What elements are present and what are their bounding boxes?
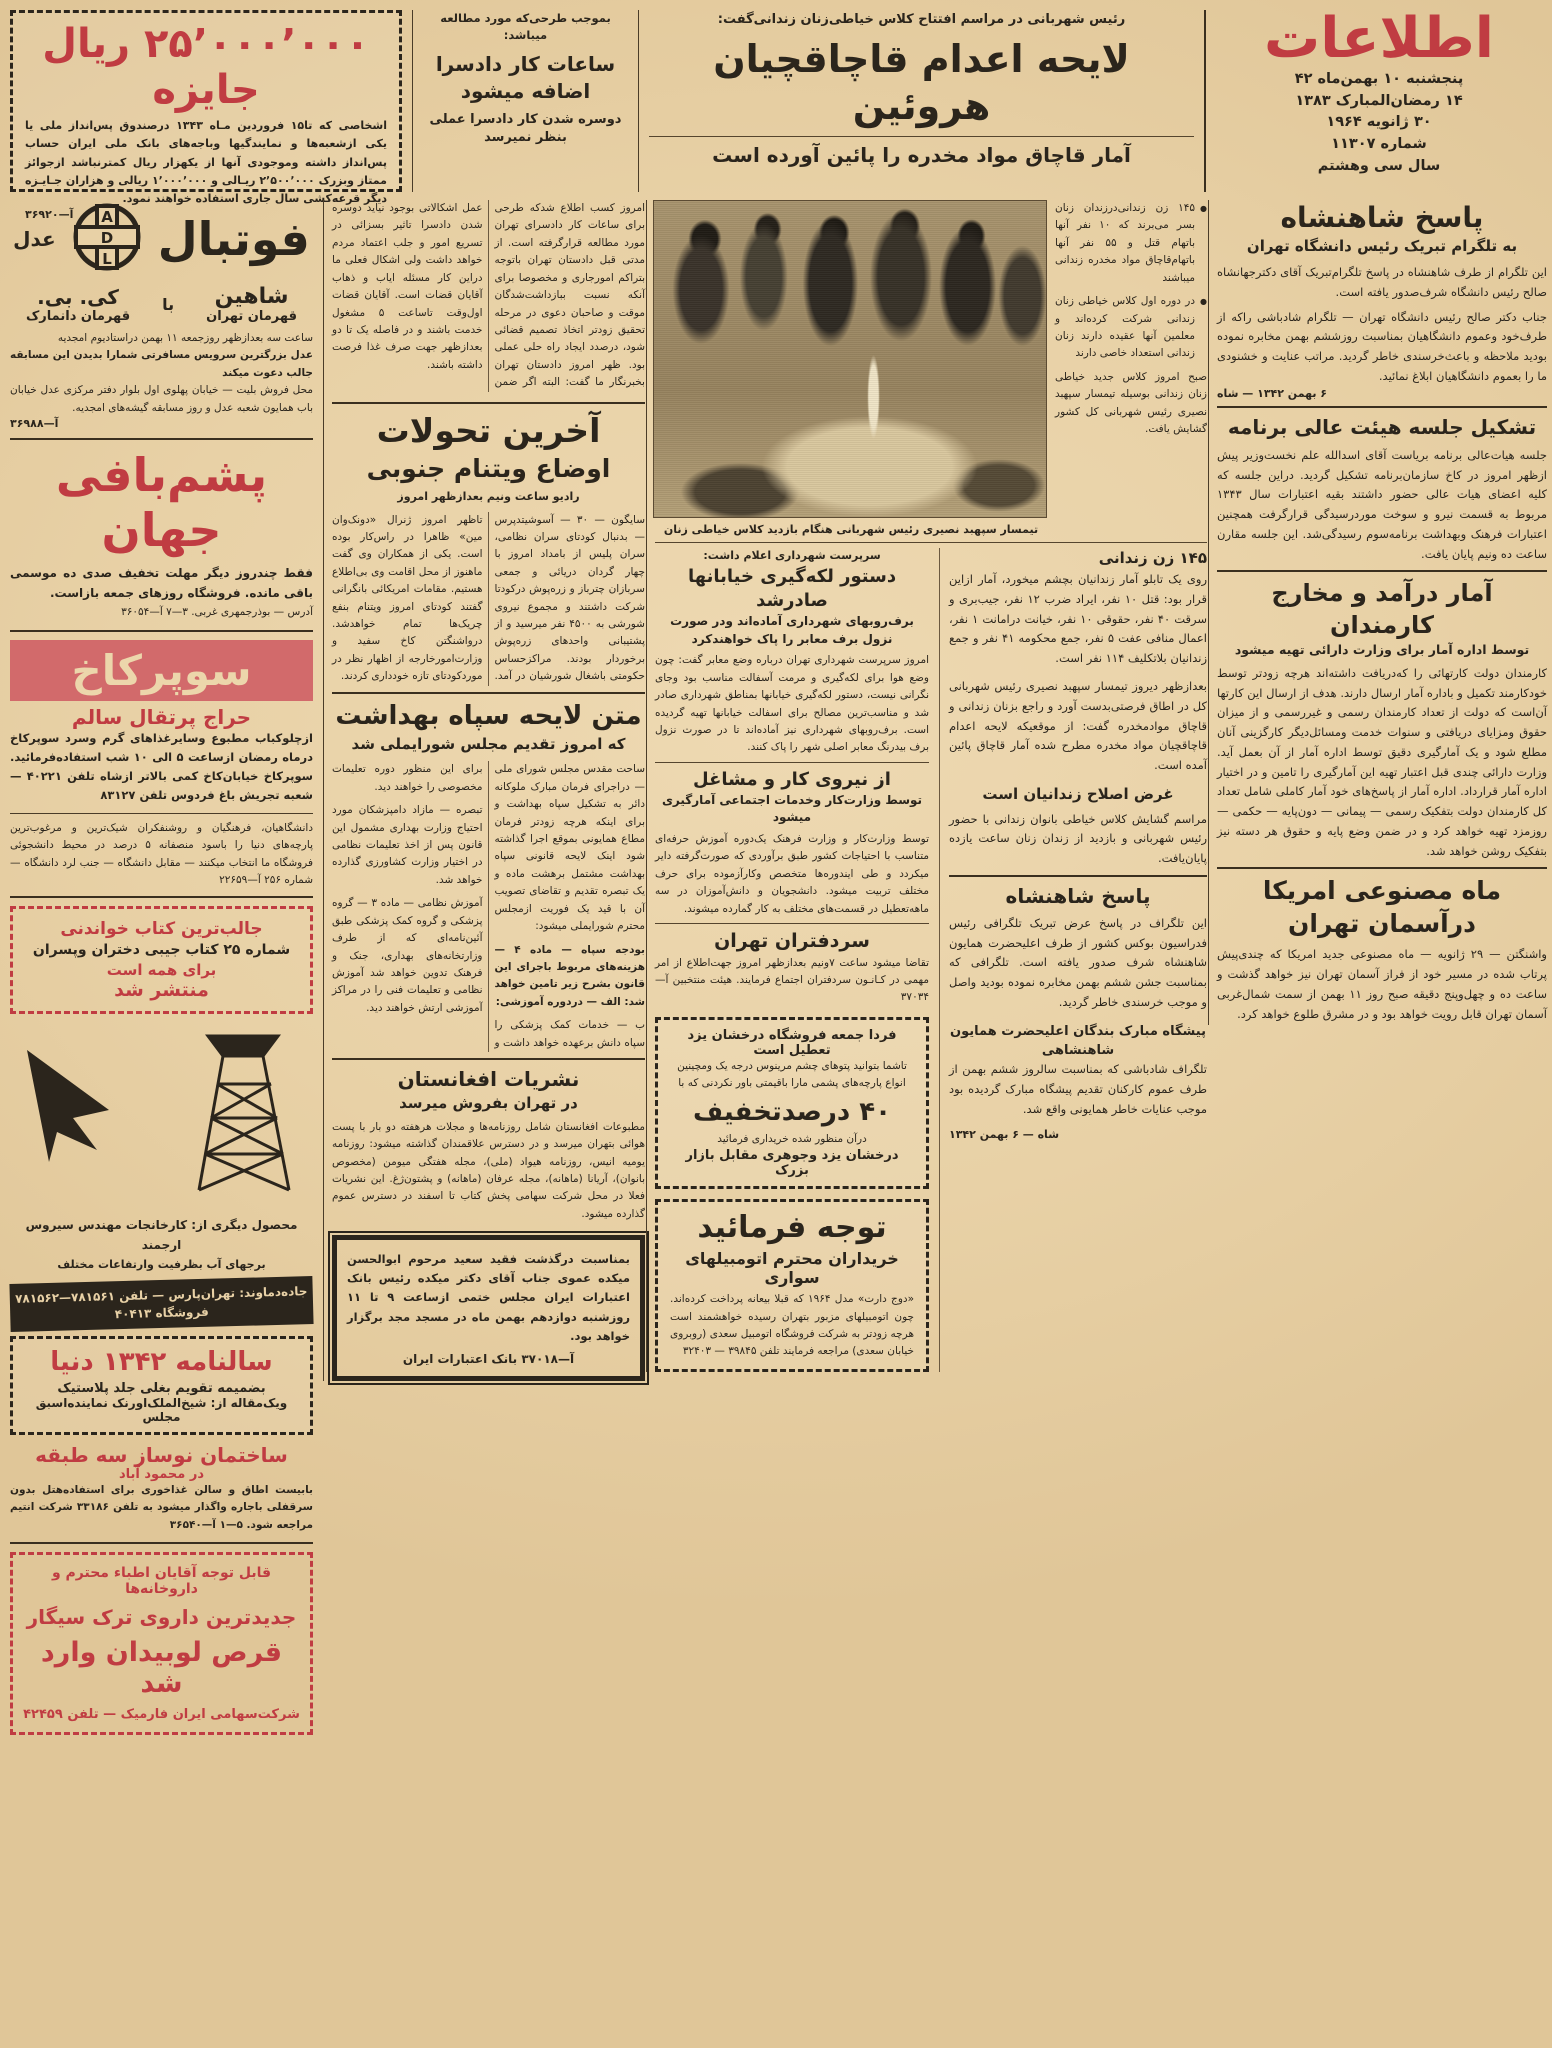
afghan-headline: نشریات افغانستان [397, 1067, 580, 1092]
date-line-persian: پنجشنبه ۱۰ بهمن‌ماه ۴۲ [1294, 70, 1464, 87]
vietnam-subhead: رادیو ساعت ونیم بعدازظهر امروز [397, 490, 580, 504]
salary-headline: آمار درآمد و مخارج کارمندان [1271, 579, 1493, 639]
photo-caption: تیمسار سپهبد نصیری رئیس شهربانی هنگام بازدید کلاس خیاطی زنان [663, 523, 1039, 536]
ad-football [10, 200, 313, 440]
date-line-gregorian: ۳۰ ژانویه ۱۹۶۴ [1326, 114, 1432, 131]
article-labor-census [655, 768, 929, 918]
notary-body: تقاضا میشود ساعت ۷ونیم بعدازظهر امروز جهت‌اطلاع از امر مهمی در کـانـون سردفتران اجتماع فرمایند. هیئت منتخبین آ—۳۷۰۳۴ [655, 956, 929, 1004]
yazd-line2: درخشان یزد وجوهری مقابل بازار بزرک [685, 1148, 899, 1179]
article-shah-reply-university [1217, 200, 1547, 400]
middle-column [323, 200, 645, 1381]
book-line1: جالب‌ترین کتاب خواندنی [60, 918, 263, 939]
article-plan-board [1217, 414, 1547, 565]
adl-brand-script: عدل [13, 227, 56, 251]
svg-text:D: D [100, 229, 113, 247]
superkakh-title: سوپرکاخ [10, 640, 313, 701]
publication-year: سال سی وهشتم [1317, 157, 1441, 174]
ad-tavajoh [655, 1199, 929, 1372]
tower-contact-bar: جاده‌دماوند: تهران‌پارس — تلفن ۷۸۱۵۶۱—۷۸۱۵۶۲ فروشگاه ۴۰۴۱۳ [9, 1276, 313, 1332]
ad-salname [10, 1336, 313, 1435]
book-line4: منتشر شد [114, 978, 209, 1001]
divider [1217, 867, 1547, 869]
ad-superkakh [10, 640, 313, 805]
sepah-subhead: که امروز تقدیم مجلس شورایملی شد [351, 734, 626, 753]
reply1-signature: ۶ بهمن ۱۳۴۲ — شاه [1217, 386, 1328, 400]
ad-unishop [10, 813, 313, 898]
lubidan-line2: جدیدترین داروی ترک سیگار [26, 1605, 297, 1630]
lubidan-line4: شرکت‌سهامی ایران فارمیک — تلفن ۴۲۴۵۹ [23, 1707, 300, 1723]
building-title: ساختمان نوساز سه طبقه [35, 1442, 288, 1467]
divider [949, 875, 1207, 877]
football-sign: آ—۳۶۹۸۸ [10, 417, 59, 431]
masthead [1204, 6, 1544, 192]
salary-body: کارمندان دولت کارتهائی را که‌دریافت داشته‌اند هرچه زودتر توسط خودکارمند تکمیل و باداره آمار ارسال دارند. هدف از ارسال این کارتها آن‌است که دولت از تعداد کارمندان رسمی و غیررسمی و از میزان حقوق ومزایای دریافتی و سنوات خدمت ومسائل‌دیگر کارگزینی آنان مطلع شود و یک آمارگیری دقیق توسط اداره آمار از آن بعمل آید. وزارت دارائی چندی قبل اعتبار تهیه این آمارگیری را تامین و در اختیار اداره آمار قرارداد. اداره آمار از پاسخ‌های خود آمار کاملی شامل تعداد کل کارمندان دولت بتفکیک رسمی — پیمانی — دون‌پایه — حکمی — روزمزد تهیه خواهد کرد و در ضمن وضع پایه و حقوق هر دسته نیز بتفکیک روشن خواهد شد. [1217, 665, 1547, 858]
vietnam-headline-2: اوضاع ویتنام جنوبی [366, 453, 611, 483]
team-home: شاهین قهرمان تهران [206, 284, 297, 324]
shah-signature: شاه — ۶ بهمن ۱۳۴۲ [949, 1127, 1060, 1141]
superkakh-body: ازچلوکباب مطبوع وسایرغذاهای گرم وسرد سوپرکاخ درماه رمضان ازساعت ۵ الی ۱۰ شب استفاده‌فرمائید. سوپرکاخ خیابان‌کاخ کمی بالاتر ازشاه تلفن ۴۰۲۲۱ — شعبه تجریش باغ فردوس تلفن ۸۳۱۲۷ [10, 730, 313, 802]
vietnam-body: سایگون — ۳۰ — آسوشیتدپرس — بدنبال کودتای سران نظامی، سران پلیس از بامداد امروز با چهار گردان دریائی و جمعی سربازان چترباز و زره‌پوش درکودتا شرکت داشتند و مجموع نیروی شورشی به ۴۵۰۰ نفر میرسید و از پشتیبانی واحدهای زره‌پوش برخوردار بودند. مراکزحساس حکومتی باشغال شورشیان در آمد. تاظهر امروز ژنرال «دونک‌وان مین» ظاهرا در راس‌کار بوده است. یکی از همکاران وی گفت ماهنوز از محل اقامت وی بی‌اطلاع هستیم. مقامات امریکائی بانگرانی گفتند کودتای امروز ویتنام بنفع چریک‌ها تمام خواهدشد. درواشنگتن کاخ سفید و وزارت‌امورخارجه از اظهار نظر در موردکودتای تازه خودداری کردند. [332, 513, 645, 683]
lakegiri-subhead: برف‌روبهای شهرداری آماده‌اند ودر صورت نزول برف معابر را پاک خواهندکرد [670, 614, 914, 646]
afghan-body: مطبوعات افغانستان شامل روزنامه‌ها و مجلات هرهفته دو بار با پست هوائی بتهران میرسد و در دسترس علاقمندان گذاشته میشود: روزنامه یومیه انیس، روزنامه هیواد (ملی)، مجله هفتگی میومن (مخصوص بانوان)، آریانا (ماهانه)، مجله عرفان (ماهانه) و پشتون‌ژغ. این نشریات فعلا در محل شرکت سهامی پخش کتاب تا اسفند در دسترس عموم گذارده میشود. [332, 1120, 645, 1220]
lubidan-line3: قرص لوبیدان وارد شد [40, 1637, 283, 1700]
building-body: بابیست اطاق و سالن غذاخوری برای استفاده‌هتل بدون سرقفلی باجاره واگذار میشود به تلفن ۳۳۱۸۶ شرکت انتیم مراجعه شود. ۵—۱ آ—۳۶۵۴۰ [10, 1483, 313, 1531]
lead-more: بعدازظهر دیروز تیمسار سپهبد نصیری رئیس شهربانی کل در اطاق فرصتی‌بدست آورد و راجع بزنان زندانی و قاچاق موادمخدره گفت: از موقعیکه لایحه اعدام قاچاقچیان مواد مخدره مطرح شده آمار قاچاق پائین آمده است. [949, 678, 1207, 773]
superkakh-subtitle: حراج پرتقال سالم [71, 704, 252, 729]
sepah-body: ساحت مقدس مجلس شورای ملی — دراجرای فرمان مبارک ملوکانه دائر به تشکیل سپاه بهداشت و برای اینکه هرچه زودتر فرمان مطاع همایونی بموقع اجرا گذاشته شود اینک لایحه قانونی سپاه بهداشت مشتمل برهشت ماده و یک تبصره تقدیم و تقاضای تصویب آن با قید یک فوریت ازمجلس محترم شورایملی میشود: بودجه سپاه — ماده ۴ — هزینه‌های مربوط باجرای این قانون بشرح زیر تامین خواهد شد: الف — دردوره آموزشی: ب — خدمات کمک پزشکی را سپاه دانش برعهده خواهد داشت و برای این منظور دوره تعلیمات مخصوصی را خواهند دید. تبصره — مازاد دامپزشکان مورد احتیاج وزارت بهداری مشمول این قانون پس از اخذ تعلیمات نظامی در اختیار وزارت کشاورزی گذارده خواهد شد. آموزش نظامی — ماده ۳ — گروه پزشکی و گروه کمک پزشکی طبق آئین‌نامه‌ای که از طرف وزارتخانه‌های بهداری، جنک و فرهنک تدوین خواهد شد آموزش نظامی و تعلیمات فنی را در مراکز آموزشی ارتش خواهند دید. [332, 763, 645, 1049]
plan-body: جلسه هیات‌عالی برنامه بریاست آقای اسدالله علم نخست‌وزیر پیش ازظهر امروز در کاخ سازمان‌برنامه تشکیل گردید. دراین جلسه که کلیه اعضای هیات عالی حضور داشتند بقیه اعتبارات سال ۱۳۴۳ مربوط به قسمت نیرو و سوخت موردرسیدگی قرارگرفت همچنین اعتبارات فرهنک وبهداشت برنامه‌سوم رسیدگی‌شد. این جلسه مقارن ساعت ده ونیم پایان یافت. [1217, 447, 1547, 561]
divider [655, 923, 929, 924]
divider [655, 762, 929, 763]
article-salary-stats [1217, 578, 1547, 861]
salname-line2: ویک‌مقاله از: شیخ‌الملک‌اورنک نماینده‌اسبق مجلس [35, 1395, 288, 1424]
ad-pashmbafi [10, 448, 313, 632]
date-line-hijri: ۱۴ رمضان‌المبارک ۱۳۸۳ [1295, 92, 1463, 109]
divider [332, 1058, 645, 1060]
book-line2: شماره ۲۵ کتاب جیبی دختران وپسران [32, 941, 291, 958]
dadsara-headline: ساعات کار دادسرا اضافه میشود [435, 51, 616, 103]
football-line1: ساعت سه بعدازظهر روزجمعه ۱۱ بهمن دراستادیوم امجدیه [57, 332, 313, 344]
plan-headline: تشکیل جلسه هیئت عالی برنامه [1227, 414, 1537, 439]
lead-stats: روی یک تابلو آمار زندانیان بچشم میخورد، آمار ازاین قرار بود: قتل ۱۰ نفر، ایراد ضرب ۱۲ نفر، جیب‌بری و سرقت ۴۰ نفر، حقوقی ۱۰ نفر، خیانت درامانت ۱ نفر، اعمال منافی عفت ۵ نفر، جمع محکومه ۴۱ نفر و جمع زندانیان بلاتکلیف ۱۱۴ نفر است. [949, 572, 1207, 666]
article-vietnam [332, 410, 645, 686]
dadsara-subhead: دوسره شدن کار دادسرا عملی بنظر نمیرسد [429, 111, 622, 146]
lead-intro-column [1055, 200, 1207, 537]
issue-number: شماره ۱۱۳۰۷ [1331, 136, 1427, 153]
newspaper-title: اطلاعات [1263, 6, 1494, 71]
reply1-body1: این تلگرام از طرف شاهنشاه در پاسخ تلگرام‌تبریک آقای دکترجهانشاه صالح رئیس دانشگاه شرف‌صدور یافته است. [1217, 265, 1547, 299]
tower-product: برجهای آب بظرفیت وارتفاعات مختلف [57, 1257, 266, 1271]
pashmbafi-body: فقط چندروز دیگر مهلت تخفیف صدی ده موسمی باقی مانده. فروشگاه روزهای جمعه بازاست. [10, 566, 313, 601]
reply1-headline: پاسخ شاهنشاه [1280, 201, 1484, 234]
yazd-line1: فردا جمعه فروشگاه درخشان یزد تعطیل است [687, 1027, 897, 1058]
yazd-discount: ۴۰ درصدتخفیف [692, 1096, 892, 1127]
lead-subhead: آمار قاچاق مواد مخدره را پائین آورده است [712, 142, 1131, 167]
news-photo [653, 200, 1047, 518]
right-column [1208, 200, 1547, 1025]
yazd-body2: درآن منظور شده خریداری فرمائید [717, 1132, 867, 1145]
svg-text:L: L [101, 250, 112, 268]
center-column [646, 200, 1207, 1372]
adl-logo-icon [70, 200, 144, 278]
pashmbafi-address: آدرس — بوذرجمهری غربی. ۳—۷ آ—۳۶۰۵۴ [121, 606, 313, 619]
article-artificial-moon [1217, 875, 1547, 1024]
article-lakegiri [655, 548, 929, 756]
versus-label: با [162, 294, 175, 314]
ad-prize [10, 10, 402, 222]
sepah-headline: متن لایحه سپاه بهداشت [335, 700, 642, 731]
divider [655, 542, 1207, 543]
lead-subhead-2: غرض اصلاح زندانیان است [982, 784, 1174, 803]
lakegiri-headline: دستور لکه‌گیری خیابانها صادرشد [687, 565, 897, 612]
shah-reply2-headline: پاسخ شاهنشاه [1005, 883, 1151, 908]
obituary-body: بمناسبت درگذشت فقید سعید مرحوم ابوالحسن میکده عموی جناب آقای دکتر میکده رئیس بانک اعتبارات ایران مجلس ختمی ازساعت ۹ تا ۱۱ روزشنبه دوازدهم بهمن ماه در مسجد مجد برگزار خواهد بود. [347, 1252, 630, 1343]
salary-subhead: توسط اداره آمار برای وزارت دارائی تهیه میشود [1234, 641, 1530, 657]
article-notaries [655, 929, 929, 1007]
lead-headline-block [638, 10, 1194, 192]
water-tower-illustration-icon [10, 1022, 313, 1216]
lead-bullet: ● در دوره اول کلاس خیاطی زنان زندانی شرکت کرده‌اند و معلمین آنها عقیده دارند زنان زندانی استعداد خاصی دارند [1055, 293, 1207, 363]
divider [332, 692, 645, 694]
ad-book [10, 906, 313, 1014]
lead-photo-block [655, 200, 1047, 537]
article-sepah-behdasht [332, 700, 645, 1052]
labor-subhead: توسط وزارت‌کار وخدمات اجتماعی آمارگیری میشود [661, 793, 923, 825]
ad-water-tower [10, 1022, 313, 1328]
vietnam-headline-1: آخرین تحولات [376, 410, 601, 450]
building-subtitle: در محمود آباد [118, 1466, 205, 1482]
tavajoh-subhead: خریداران محترم اتومبیلهای سواری [685, 1249, 899, 1288]
divider [332, 402, 645, 404]
divider [649, 136, 1194, 137]
tavajoh-headline: توجه فرمائید [697, 1210, 887, 1246]
ad-lubidan [10, 1552, 313, 1735]
lead-bullets [1055, 200, 1207, 363]
unishop-body: دانشگاهیان، فرهنگیان و روشنفکران شیک‌ترین و مرغوب‌ترین پارچه‌های دنیا را باسود منصفانه ۵ درصد در محیط دانشجوئی فروشگاه ما انتخاب میکنند — مقابل دانشگاه — جنب لرد دانشگاه — شماره ۲۵۶ آ—۲۲۶۵۹ [10, 822, 313, 887]
lead-kicker: رئیس شهربانی در مراسم افتتاح کلاس خیاطی‌زنان زندانی‌گفت: [717, 12, 1126, 27]
lead-intro: صبح امروز کلاس جدید خیاطی زنان زندانی بوسیله تیمسار سپهبد نصیری رئیس شهربانی کل کشور گشایش یافت. [1055, 370, 1207, 436]
prize-body: اشخاصی که تا۱۵ فروردین مـاه ۱۳۴۳ درصندوق پس‌انداز ملی یا یکی ازشعبه‌ها و نمایندگیها وباجه‌های بانک ملی ایران حساب پس‌انداز داشته وموجودی آنها از یکهزار ریال کمترنباشد ازجوائز ممتاز وبزرک ۲٬۵۰۰٬۰۰۰ ریـالی و ۱٬۰۰۰٬۰۰۰ ریالی و هزاران جـایـزه دیگر قرعه‌کشی سال جاری استفاده خواهند نمود. [25, 119, 388, 205]
svg-text:A: A [100, 208, 113, 226]
labor-headline: از نیروی کار و مشاغل [693, 768, 891, 790]
tavajoh-body: «دوج دارت» مدل ۱۹۶۴ که قبلا بیعانه پرداخت کرده‌اند. چون اتومبیلهای مزبور بتهران رسیده خواهشمند است هرچه زودتر به شرکت فروشگاه اتومبیل سعدی (روبروی خیابان سعدی) مراجعه فرمایند تلفن ۳۹۸۴۵ — ۳۲۴۰۳ [670, 1293, 914, 1358]
lead-stats-head: ۱۴۵ زن زندانی [1098, 549, 1207, 568]
lead-bullet: ● ۱۴۵ زن زندانی‌درزندان زنان بسر می‌برند که ۱۰ نفر آنها باتهام قتل و ۵۵ نفر آنها باتهام‌قاچاق مواد مخدره زندانی میباشند [1055, 200, 1207, 287]
team-away: کی. بی. قهرمان دانمارک [26, 284, 131, 324]
lakegiri-kicker: سرپرست شهرداری اعلام داشت: [703, 549, 881, 563]
salname-title: سالنامه ۱۳۴۲ دنیا [50, 1346, 273, 1377]
lead-headline: لایحه اعدام قاچاقچیان هروئین [713, 36, 1130, 128]
notary-headline: سردفتران تهران [714, 929, 870, 952]
pishgah-headline: پیشگاه مبارک بندگان اعلیحضرت همایون شاهنشاهی [950, 1023, 1206, 1058]
left-ad-rail [10, 200, 313, 1735]
reply1-subhead: به تلگرام تبریک رئیس دانشگاه تهران [1246, 237, 1518, 256]
prize-amount: ۲۵٬۰۰۰٬۰۰۰ ریال جایزه [42, 21, 370, 113]
moon-body: واشنگتن — ۲۹ ژانویه — ماه مصنوعی جدید امریکا که چندی‌پیش پرتاب شده در مسیر خود از فراز آسمان تهران نیز خواهد گذشت و ساعت ده و چهل‌وپنج دقیقه صبح روز ۱۱ بهمن از سمت شمال‌غربی آسمان تهران قابل رویت خواهد بود و در مشرق طلوع خواهد کرد. [1217, 947, 1547, 1021]
center-lower [655, 548, 1207, 1371]
salname-line1: بضمیمه تقویم بغلی جلد پلاستیک [57, 1380, 266, 1396]
tower-maker: محصول دیگری از: کارخانجات مهندس سیروس ارجمند [25, 1217, 298, 1252]
pishgah-body: تلگراف شادباشی که بمناسبت سالروز ششم بهمن از طرف عموم کارکنان تقدیم پیشگاه مبارک گردیده بود موجب عنایات خاطر همایونی واقع شد. [949, 1062, 1207, 1116]
reply1-body2: جناب دکتر صالح رئیس دانشگاه تهران — تلگرام شادباشی راکه از طرف‌خود وعموم دانشگاهیان بمناسبت روزششم بهمن مخابره نموده بودید ملاحظه و باعث‌خرسندی خاطر گردید. مراتب عنایت و خشنودی ما را بعموم دانشگاهیان ابلاغ نمائید. [1217, 309, 1547, 383]
lead-more-2: مراسم گشایش کلاس خیاطی بانوان زندانی با حضور رئیس شهربانی و بازدید از زندان زنان ساعت یازده پایان‌یافت. [949, 811, 1207, 866]
ad-derakhshan-yazd [655, 1017, 929, 1189]
labor-body: توسط وزارت‌کار و وزارت فرهنک یک‌دوره آموزش حرفه‌ای متناسب با احتیاجات کشور طبق برآوردی که صورت‌گرفته دایر میکردد و طی ایندوره‌ها متخصص وکارآزموده برای حرف مختلف تربیت میشود. دانشجویان و دانش‌آموزان در سه ماهه‌تعطیل در قسمت‌های مختلف به کار گمارده میشوند. [655, 832, 929, 915]
yazd-body1: تاشما بتوانید پتوهای چشم مرینوس درجه یک ومچینین انواع پارچه‌های پشمی مارا باقیمتی باور نکردنی که با [677, 1059, 907, 1090]
obituary-sign: آ—۳۷۰۱۸ بانک اعتبارات ایران [402, 1351, 575, 1366]
lead-continuation-column [939, 548, 1207, 1371]
photo-row [655, 200, 1207, 537]
dadsara-head-block [412, 10, 628, 192]
dadsara-body: امروز کسب اطلاع شدکه طرحی برای ساعات کار دادسرای تهران مورد مطالعه قرارگرفته است. از مدتی قبل دادستان تهران باتوجه بتراکم امورجاری و مخصوصا برای آنکه نسبت ببازداشت‌شدگان موقت و صاحبان دعوی در مرحله تحقیق زودتر اتخاذ تصمیم قضائی شود، درصدد ایجاد راه حلی عملی بود. ظهر امروز دادستان تهران بخبرنگار ما گفت: البته اگر ضمن عمل اشکالاتی بوجود نیاید دوسره شدن دادسرا تاثیر بسزائی در تسریع امور و جلب اعتماد مردم خواهد داشت ولی اشکال فعلی ما دراین کار مسئله ایاب و ذهاب آقایان قضات است. آقایان قضات اول‌وقت تاساعت ۵ مشغول خدمت باشند و در فاصله یک تا دو بعدازظهر جهت صرف غذا فرصت داشته باشند. [332, 202, 646, 389]
lakegiri-body: امروز سرپرست شهرداری تهران درباره وضع معابر گفت: چون وضع هوا برای لکه‌گیری و مرمت آسفالت مناسب بود وجای نگرانی نیست، دستور لکه‌گیری خیابانها بمناطق شهرداری صادر شد و مناسب‌ترین مصالح برای اسفالت خیابانها تهیه گردیده است. برف‌روبهای شهرداری نیز آماده‌اند تا در صورت نزول برف بیدرنگ معابر اصلی شهر را پاک کنند. [655, 654, 929, 754]
book-line3: برای همه است [106, 960, 217, 979]
divider [1217, 406, 1547, 408]
lubidan-line1: قابل توجه آقایان اطباء محترم و داروخانه‌ها [51, 1565, 272, 1598]
football-title: فوتبال [157, 212, 310, 266]
dadsara-kicker: بموجب طرحی‌که مورد مطالعه میباشد: [440, 11, 611, 43]
afghan-subhead: در تهران بفروش میرسد [399, 1094, 578, 1113]
ad-obituary [332, 1235, 645, 1380]
moon-headline: ماه مصنوعی امریکا درآسمان تهران [1262, 876, 1502, 938]
prize-sign: آ—۳۶۹۲۰ [25, 208, 74, 222]
ad-building [10, 1443, 313, 1544]
divider [1217, 570, 1547, 572]
shah-reply2-body: این تلگراف در پاسخ عرض تبریک تلگرافی رئیس فدراسیون بوکس کشور از طرف اعلیحضرت همایون شاهنشاه شرف صدور یافته است. تلگرافی که بمناسبت جشن ششم بهمن مخابره نموده بودید واصل و موجب خرسندی خاطر گردید. [949, 915, 1207, 1009]
center-left-subcolumn [655, 548, 929, 1371]
article-afghan-press [332, 1066, 645, 1223]
football-line3: محل فروش بلیت — خیابان پهلوی اول بلوار دفتر مرکزی عدل خیابان باب همایون شعبه عدل و روز مسابقه گیشه‌های امجدیه. [10, 384, 313, 414]
football-line2: عدل بزرگترین سرویس مسافرتی شمارا بدیدن این مسابقه جالب دعوت میکند [10, 349, 313, 379]
pashmbafi-title: پشم‌بافی جهان [55, 448, 268, 558]
